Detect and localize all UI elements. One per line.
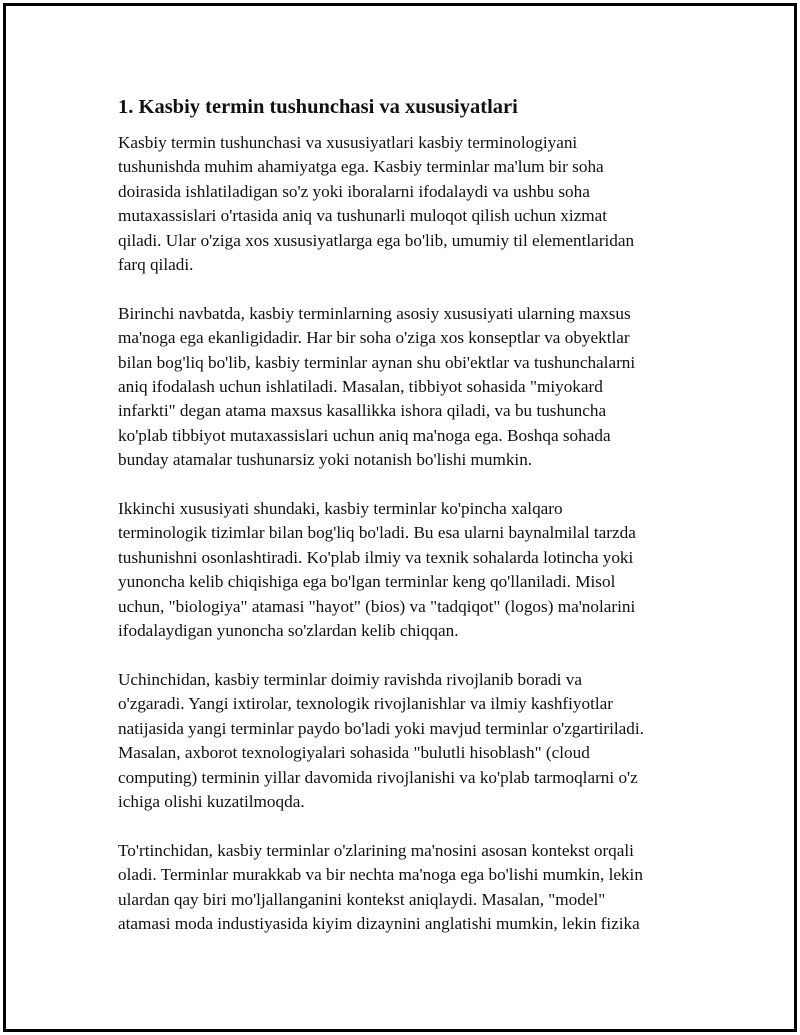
text-line: atamasi moda industiyasida kiyim dizaynini anglatishi mumkin, lekin fizika bbox=[118, 913, 640, 933]
text-line: tushunishni osonlashtiradi. Ko'plab ilmiy va texnik sohalarda lotincha yoki bbox=[118, 547, 634, 567]
text-line: Uchinchidan, kasbiy terminlar doimiy ravishda rivojlanib boradi va bbox=[118, 669, 582, 689]
text-line: ulardan qay biri mo'ljallanganini kontekst aniqlaydi. Masalan, "model" bbox=[118, 889, 606, 909]
paragraph bbox=[118, 668, 688, 814]
section-heading: 1. Kasbiy termin tushunchasi va xususiyatlari bbox=[118, 96, 518, 118]
text-line: To'rtinchidan, kasbiy terminlar o'zlarining ma'nosini asosan kontekst orqali bbox=[118, 840, 634, 860]
paragraph bbox=[118, 497, 688, 643]
text-line: yunoncha kelib chiqishiga ega bo'lgan terminlar keng qo'llaniladi. Misol bbox=[118, 572, 616, 592]
text-line: oladi. Terminlar murakkab va bir nechta ma'noga ega bo'lishi mumkin, lekin bbox=[118, 865, 643, 885]
text-line: qiladi. Ular o'ziga xos xususiyatlarga ega bo'lib, umumiy til elementlaridan bbox=[118, 230, 635, 250]
text-line: aniq ifodalash uchun ishlatiladi. Masalan, tibbiyot sohasida "miyokard bbox=[118, 377, 603, 397]
text-line: computing) terminin yillar davomida rivojlanishi va ko'plab tarmoqlarni o'z bbox=[118, 767, 638, 787]
text-line: uchun, "biologiya" atamasi "hayot" (bios) va "tadqiqot" (logos) ma'nolarini bbox=[118, 596, 636, 616]
text-line: Birinchi navbatda, kasbiy terminlarning asosiy xususiyati ularning maxsus bbox=[118, 303, 631, 323]
text-line: ko'plab tibbiyot mutaxassislari uchun aniq ma'noga ega. Boshqa sohada bbox=[118, 425, 611, 445]
text-line: doirasida ishlatiladigan so'z yoki iboralarni ifodalaydi va ushbu soha bbox=[118, 181, 590, 201]
text-line: Kasbiy termin tushunchasi va xususiyatlari kasbiy terminologiyani bbox=[118, 133, 578, 152]
text-line: Masalan, axborot texnologiyalari sohasida "bulutli hisoblash" (cloud bbox=[118, 743, 590, 763]
document-body bbox=[118, 93, 688, 961]
paragraphs-container bbox=[118, 131, 688, 936]
text-line: bilan bog'liq bo'lib, kasbiy terminlar aynan shu obi'ektlar va tushunchalarni bbox=[118, 352, 636, 372]
paragraph bbox=[118, 839, 688, 937]
text-line: tushunishda muhim ahamiyatga ega. Kasbiy terminlar ma'lum bir soha bbox=[118, 157, 604, 177]
text-line: ichiga olishi kuzatilmoqda. bbox=[118, 791, 305, 811]
paragraph bbox=[118, 131, 688, 277]
text-line: o'zgaradi. Yangi ixtirolar, texnologik rivojlanishlar va ilmiy kashfiyotlar bbox=[118, 694, 614, 714]
paragraph bbox=[118, 302, 688, 473]
text-line: terminologik tizimlar bilan bog'liq bo'ladi. Bu esa ularni baynalmilal tarzda bbox=[118, 523, 636, 543]
text-line: ma'noga ega ekanligidadir. Har bir soha o'ziga xos konseptlar va obyektlar bbox=[118, 328, 630, 348]
text-line: infarkti" degan atama maxsus kasallikka ishora qiladi, va bu tushuncha bbox=[118, 401, 607, 421]
text-line: Ikkinchi xususiyati shundaki, kasbiy terminlar ko'pincha xalqaro bbox=[118, 499, 563, 519]
text-line: mutaxassislari o'rtasida aniq va tushunarli muloqot qilish uchun xizmat bbox=[118, 206, 608, 226]
text-line: ifodalaydigan yunoncha so'zlardan kelib chiqqan. bbox=[118, 621, 459, 641]
text-line: natijasida yangi terminlar paydo bo'ladi yoki mavjud terminlar o'zgartiriladi. bbox=[118, 718, 644, 738]
text-line: farq qiladi. bbox=[118, 255, 194, 275]
text-line: bunday atamalar tushunarsiz yoki notanish bo'lishi mumkin. bbox=[118, 450, 533, 470]
